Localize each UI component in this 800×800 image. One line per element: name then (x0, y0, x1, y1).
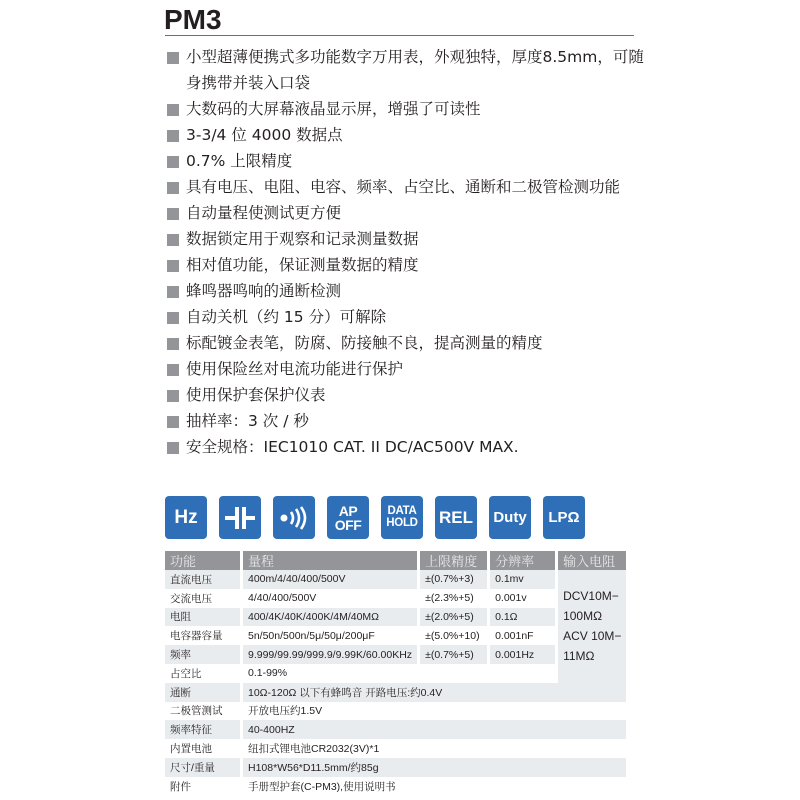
cell-function: 附件 (170, 780, 191, 793)
bullet-square-icon (167, 338, 179, 350)
cell-accuracy: ±(2.3%+5) (425, 592, 474, 605)
cell-input-resistance (558, 570, 626, 683)
cell-function: 尺寸/重量 (165, 758, 240, 777)
feature-text: 自动关机（约 15 分）可解除 (186, 308, 387, 326)
cell-function: 电容器容量 (170, 630, 223, 643)
icon-line-2: OFF (334, 516, 362, 533)
feature-item (166, 252, 646, 278)
header-resolution: 分辨率 (490, 551, 555, 570)
feature-item (166, 434, 646, 460)
cell-function: 通断 (165, 683, 240, 702)
input-resistance-line: 100MΩ (563, 609, 603, 624)
cell-function: 占空比 (170, 667, 202, 680)
table-row (165, 739, 626, 758)
feature-item (166, 174, 646, 200)
feature-text: 使用保护套保护仪表 (186, 386, 326, 404)
cell-accuracy: ±(2.0%+5) (420, 608, 487, 627)
feature-item (166, 356, 646, 382)
cell-function: 频率特征 (165, 720, 240, 739)
data-hold-icon (381, 496, 423, 539)
feature-icon-row (165, 496, 585, 539)
feature-item (166, 148, 646, 174)
sound-waves-icon (278, 506, 310, 530)
cell-accuracy: ±(0.7%+3) (420, 570, 487, 589)
cell-resolution: 0.001v (495, 592, 527, 605)
cell-range: 400m/4/40/400/500V (243, 570, 417, 589)
feature-text: 安全规格：IEC1010 CAT. II DC/AC500V MAX. (186, 438, 519, 456)
feature-text: 小型超薄便携式多功能数字万用表，外观独特，厚度8.5mm，可随身携带并装入口袋 (186, 48, 644, 92)
cell-value: 手册型护套(C-PM3),使用说明书 (248, 780, 396, 793)
spec-table (162, 551, 629, 796)
auto-power-off-icon (327, 496, 369, 539)
cell-value: 40-400HZ (243, 720, 626, 739)
feature-item (166, 382, 646, 408)
bullet-square-icon (167, 234, 179, 246)
feature-item (166, 44, 646, 96)
cell-value: 纽扣式锂电池CR2032(3V)*1 (248, 743, 380, 756)
cell-accuracy: ±(5.0%+10) (425, 629, 480, 642)
cell-range: 9.999/99.99/999.9/9.99K/60.00KHz (243, 645, 417, 664)
input-resistance-line: 11MΩ (563, 649, 595, 664)
spec-table-header (165, 551, 626, 570)
cell-resolution: 0.001nF (495, 629, 534, 642)
bullet-square-icon (167, 130, 179, 142)
cell-resolution: 0.001Hz (490, 645, 555, 664)
cell-resolution: 0.1Ω (490, 608, 555, 627)
header-function: 功能 (165, 551, 240, 570)
feature-text: 抽样率：3 次 / 秒 (186, 412, 309, 430)
low-pass-ohm-icon: LPΩ (543, 496, 585, 539)
duty-cycle-icon: Duty (489, 496, 531, 539)
frequency-hz-icon: Hz (165, 496, 207, 539)
capacitor-icon (219, 496, 261, 539)
feature-text: 大数码的大屏幕液晶显示屏，增强了可读性 (186, 100, 481, 118)
input-resistance-line: ACV 10M− (563, 629, 622, 644)
feature-item (166, 304, 646, 330)
header-input-resistance: 输入电阻 (558, 551, 626, 570)
bullet-square-icon (167, 260, 179, 272)
bullet-square-icon (167, 442, 179, 454)
feature-list (166, 44, 646, 460)
cell-range: 4/40/400/500V (248, 592, 317, 605)
cell-function: 二极管测试 (170, 705, 223, 718)
bullet-square-icon (167, 156, 179, 168)
feature-item (166, 278, 646, 304)
feature-item (166, 408, 646, 434)
cell-accuracy (420, 664, 487, 683)
cell-accuracy: ±(0.7%+5) (420, 645, 487, 664)
cell-range: 0.1-99% (248, 667, 288, 680)
table-row (165, 720, 626, 739)
bullet-square-icon (167, 182, 179, 194)
feature-item (166, 226, 646, 252)
input-resistance-line: DCV10M− (563, 589, 619, 604)
header-range: 量程 (243, 551, 417, 570)
icon-line-1: DATA (387, 505, 417, 517)
bullet-square-icon (167, 104, 179, 116)
table-row (165, 683, 626, 702)
header-accuracy: 上限精度 (420, 551, 487, 570)
cell-value: 开放电压约1.5V (248, 705, 323, 718)
bullet-square-icon (167, 416, 179, 428)
relative-rel-icon: REL (435, 496, 477, 539)
cell-function: 交流电压 (170, 592, 212, 605)
bullet-square-icon (167, 52, 179, 64)
table-row (165, 758, 626, 777)
feature-text: 自动量程使测试更方便 (186, 204, 342, 222)
feature-text: 0.7% 上限精度 (186, 152, 293, 170)
cell-value: 10Ω-120Ω 以下有蜂鸣音 开路电压:约0.4V (243, 683, 626, 702)
bullet-square-icon (167, 390, 179, 402)
feature-text: 使用保险丝对电流功能进行保护 (186, 360, 404, 378)
table-row (165, 570, 626, 589)
feature-text: 具有电压、电阻、电容、频率、占空比、通断和二极管检测功能 (186, 178, 621, 196)
bullet-square-icon (167, 364, 179, 376)
cell-value: H108*W56*D11.5mm/约85g (243, 758, 626, 777)
feature-text: 蜂鸣器鸣响的通断检测 (186, 282, 342, 300)
feature-item (166, 96, 646, 122)
feature-text: 相对值功能，保证测量数据的精度 (186, 256, 419, 274)
cell-function: 电阻 (165, 608, 240, 627)
table-row (165, 702, 626, 721)
cell-function: 频率 (165, 645, 240, 664)
cell-range: 400/4K/40K/400K/4M/40MΩ (243, 608, 417, 627)
feature-item (166, 330, 646, 356)
cell-resolution (490, 664, 555, 683)
table-row (165, 777, 626, 796)
cell-function: 直流电压 (165, 570, 240, 589)
page-title: PM3 (164, 4, 222, 35)
bullet-square-icon (167, 286, 179, 298)
cell-function: 内置电池 (170, 743, 212, 756)
capacitor-symbol-icon (225, 506, 255, 530)
bullet-square-icon (167, 208, 179, 220)
cell-range: 5n/50n/500n/5μ/50μ/200μF (248, 629, 375, 642)
icon-line-2: HOLD (386, 516, 418, 529)
title-divider (165, 35, 634, 36)
continuity-buzzer-icon (273, 496, 315, 539)
feature-text: 数据锁定用于观察和记录测量数据 (186, 230, 419, 248)
bullet-square-icon (167, 312, 179, 324)
feature-item (166, 122, 646, 148)
feature-text: 3-3/4 位 4000 数据点 (186, 126, 343, 144)
feature-item (166, 200, 646, 226)
icon-line-1: AP (338, 502, 358, 519)
feature-text: 标配镀金表笔，防腐、防接触不良，提高测量的精度 (186, 334, 543, 352)
cell-resolution: 0.1mv (490, 570, 555, 589)
